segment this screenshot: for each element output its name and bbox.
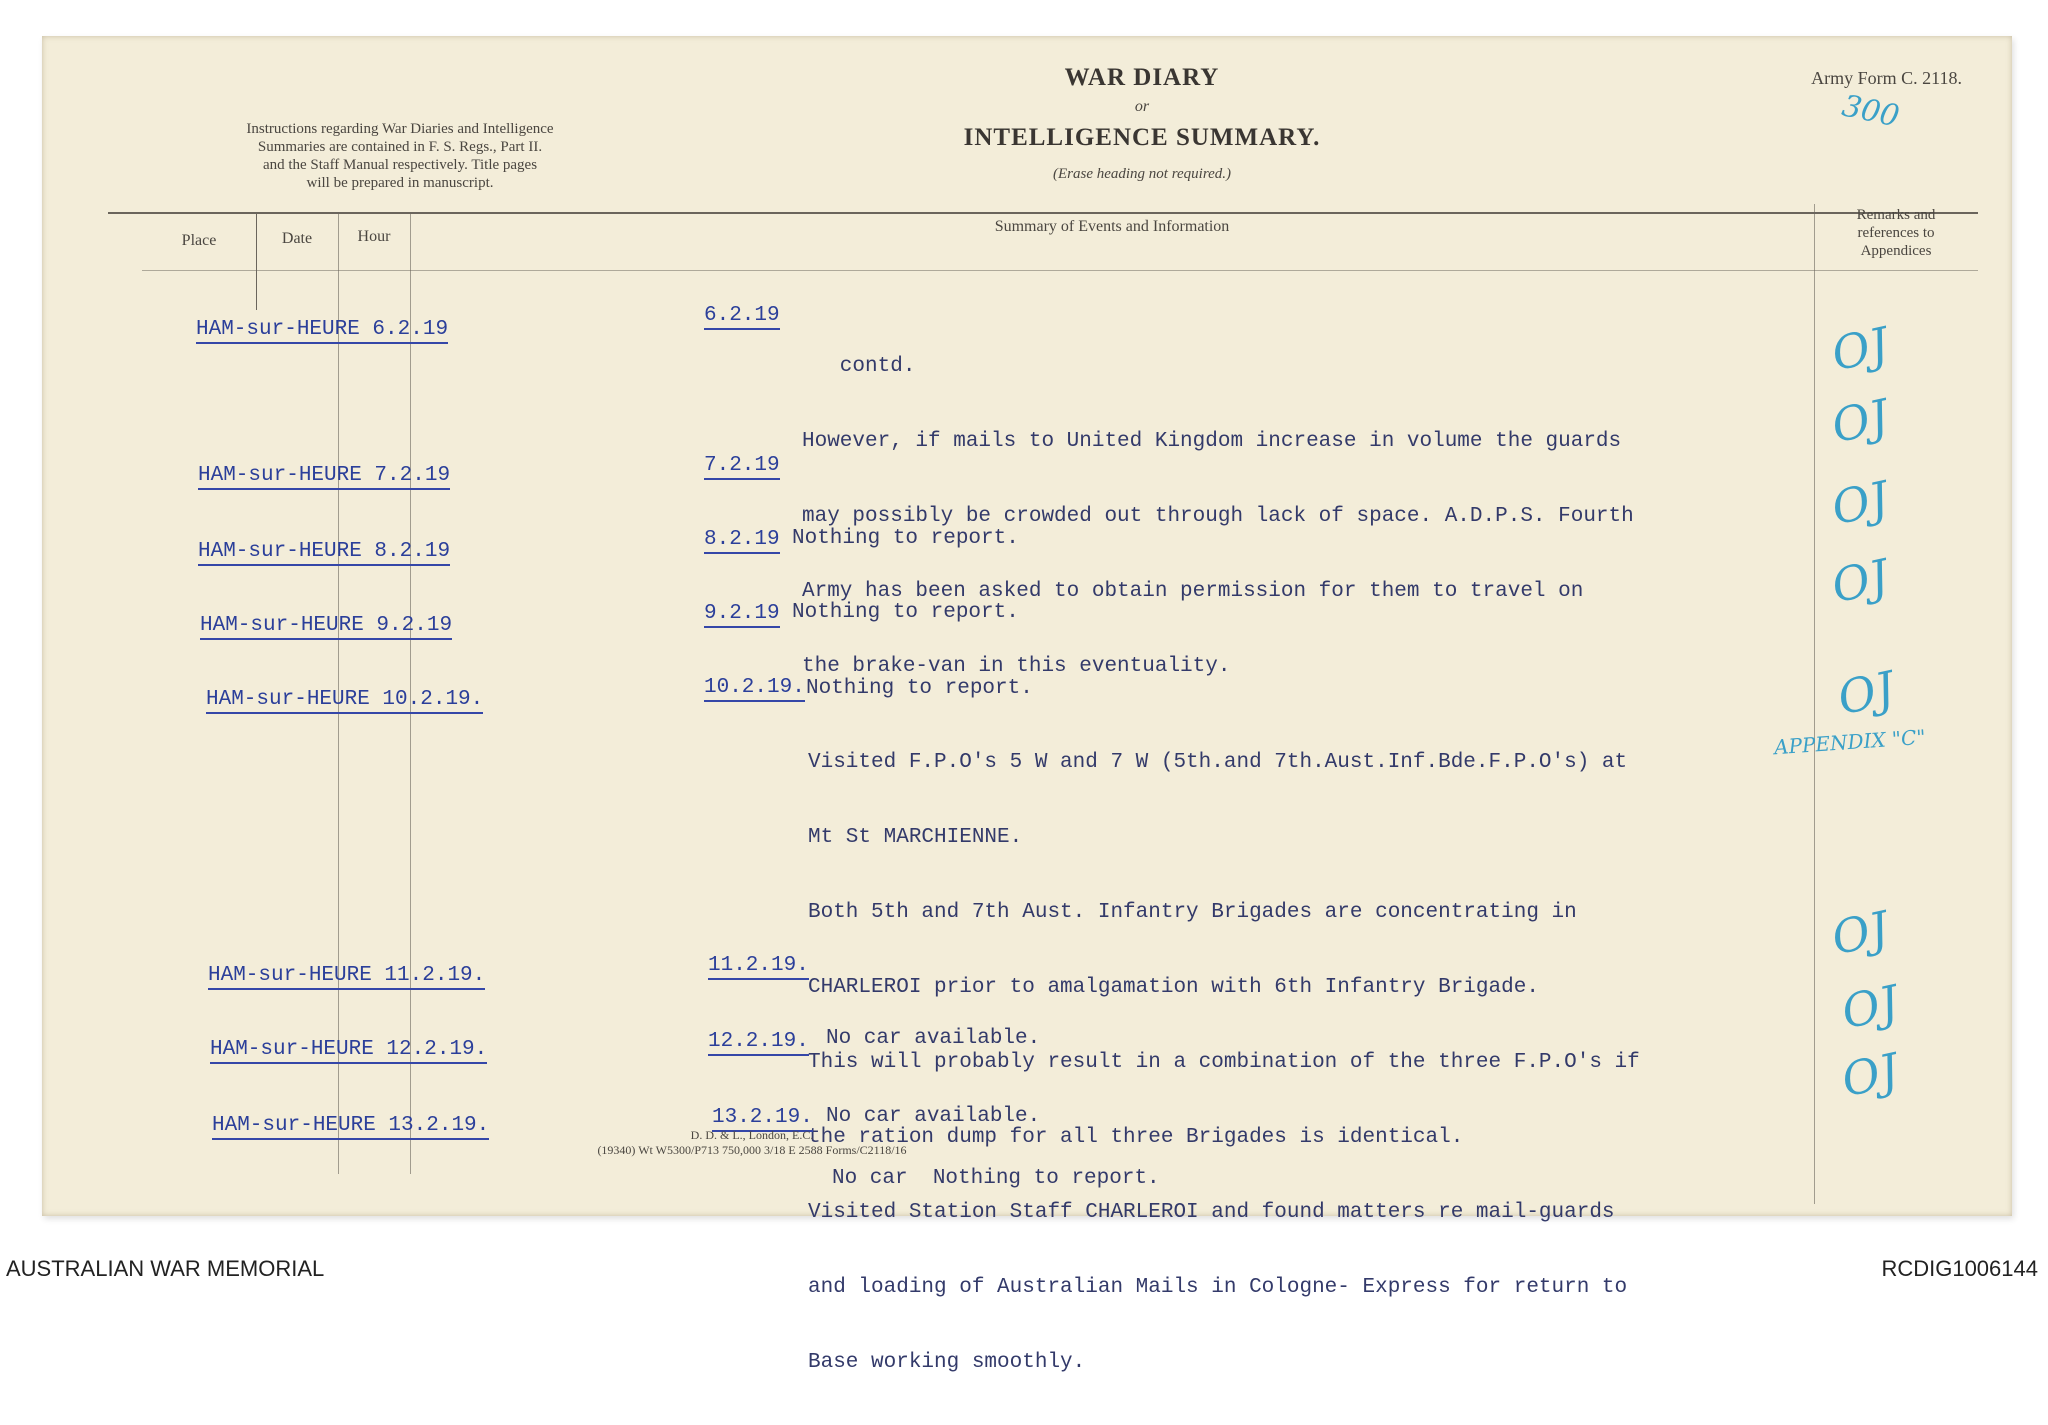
summary-line: No car available. xyxy=(826,1105,1041,1128)
col-header-place: Place xyxy=(181,232,217,249)
archive-id: RCDIG1006144 xyxy=(1881,1256,2038,1281)
table-top-rule xyxy=(108,212,1978,214)
col-divider-remarks xyxy=(1814,204,1815,1204)
printer-line: (19340) Wt W5300/P713 750,000 3/18 E 2588 Forms/C2118/16 xyxy=(597,1143,907,1157)
summary-line: Visited F.P.O's 5 W and 7 W (5th.and 7th.Aust.Inf.Bde.F.P.O's) at xyxy=(808,751,1628,774)
title-or: or xyxy=(1134,98,1150,115)
instructions-line: will be prepared in manuscript. xyxy=(306,175,494,191)
header-bottom-rule xyxy=(142,270,1978,271)
entry-place: HAM-sur-HEURE 7.2.19 xyxy=(198,464,450,490)
entry-date: 6.2.19 xyxy=(704,304,780,330)
instructions-line: and the Staff Manual respectively. Title pages xyxy=(262,157,538,173)
handwritten-initials: OJ xyxy=(1827,900,1894,966)
handwritten-initials: OJ xyxy=(1833,660,1900,726)
entry-place: HAM-sur-HEURE 9.2.19 xyxy=(200,614,452,640)
col-header-hour: Hour xyxy=(357,228,391,245)
printer-imprint xyxy=(472,1128,1032,1158)
col-header-summary: Summary of Events and Information xyxy=(994,218,1230,235)
entry-place: HAM-sur-HEURE 12.2.19. xyxy=(210,1038,487,1064)
title-war-diary: WAR DIARY xyxy=(1064,64,1220,91)
col-header-remarks xyxy=(1814,206,1978,260)
instructions-line: Summaries are contained in F. S. Regs., Part II. xyxy=(257,139,543,155)
instructions-block xyxy=(150,120,650,192)
handwritten-initials: OJ xyxy=(1837,974,1904,1040)
remarks-header-line: Appendices xyxy=(1860,243,1932,259)
handwritten-appendix-reference: APPENDIX "C" xyxy=(1773,724,1927,760)
col-divider-place xyxy=(256,214,257,310)
entry-date: 13.2.19. xyxy=(712,1106,813,1132)
archive-label: AUSTRALIAN WAR MEMORIAL xyxy=(6,1256,325,1281)
summary-line: Visited Station Staff CHARLEROI and found matters re mail-guards xyxy=(808,1201,1615,1224)
summary-line: Nothing to report. xyxy=(792,527,1019,550)
summary-line: Nothing to report. xyxy=(792,601,1019,624)
printer-line: D. D. & L., London, E.C. xyxy=(690,1128,814,1142)
summary-line: Both 5th and 7th Aust. Infantry Brigades are concentrating in xyxy=(808,901,1577,924)
summary-line: the brake-van in this eventuality. xyxy=(802,655,1231,678)
army-form-number: Army Form C. 2118. xyxy=(1811,68,1962,88)
summary-line: However, if mails to United Kingdom increase in volume the guards xyxy=(802,430,1622,453)
handwritten-initials: OJ xyxy=(1827,548,1894,614)
summary-line: CHARLEROI prior to amalgamation with 6th Infantry Brigade. xyxy=(808,976,1539,999)
entry-date: 7.2.19 xyxy=(704,454,780,480)
entry-date: 12.2.19. xyxy=(708,1030,809,1056)
summary-line: This will probably result in a combination of the three F.P.O's if xyxy=(808,1051,1640,1074)
summary-line: No car available. xyxy=(826,1027,1041,1050)
summary-line: may possibly be crowded out through lack of space. A.D.P.S. Fourth xyxy=(802,505,1634,528)
remarks-header-line: Remarks and xyxy=(1856,207,1936,223)
entry-date: 9.2.19 xyxy=(704,602,780,628)
summary-line: contd. xyxy=(802,355,916,378)
summary-line: Nothing to report. xyxy=(806,677,1033,700)
remarks-header-line: references to xyxy=(1857,225,1935,241)
entry-place: HAM-sur-HEURE 6.2.19 xyxy=(196,318,448,344)
summary-line: No car Nothing to report. xyxy=(832,1167,1160,1190)
entry-place: HAM-sur-HEURE 10.2.19. xyxy=(206,688,483,714)
instructions-line: Instructions regarding War Diaries and Intelligence xyxy=(246,121,554,137)
col-header-date: Date xyxy=(281,230,313,247)
summary-line: Mt St MARCHIENNE. xyxy=(808,826,1023,849)
entry-place: HAM-sur-HEURE 13.2.19. xyxy=(212,1114,489,1140)
handwritten-initials: OJ xyxy=(1837,1042,1904,1108)
title-intelligence-summary: INTELLIGENCE SUMMARY. xyxy=(963,124,1321,151)
entry-place: HAM-sur-HEURE 11.2.19. xyxy=(208,964,485,990)
handwritten-initials: OJ xyxy=(1827,388,1894,454)
entry-date: 8.2.19 xyxy=(704,528,780,554)
entry-date: 11.2.19. xyxy=(708,954,809,980)
entry-date: 10.2.19. xyxy=(704,676,805,702)
handwritten-folio-number: 300 xyxy=(1838,88,1903,135)
handwritten-initials: OJ xyxy=(1827,316,1894,382)
summary-line: and loading of Australian Mails in Cologne- Express for return to xyxy=(808,1276,1628,1299)
handwritten-initials: OJ xyxy=(1827,470,1894,536)
summary-line: Army has been asked to obtain permission for them to travel on xyxy=(802,580,1584,603)
erase-note: (Erase heading not required.) xyxy=(1052,166,1232,182)
entry-place: HAM-sur-HEURE 8.2.19 xyxy=(198,540,450,566)
summary-line: the ration dump for all three Brigades is identical. xyxy=(808,1126,1464,1149)
summary-line: Base working smoothly. xyxy=(808,1351,1086,1374)
